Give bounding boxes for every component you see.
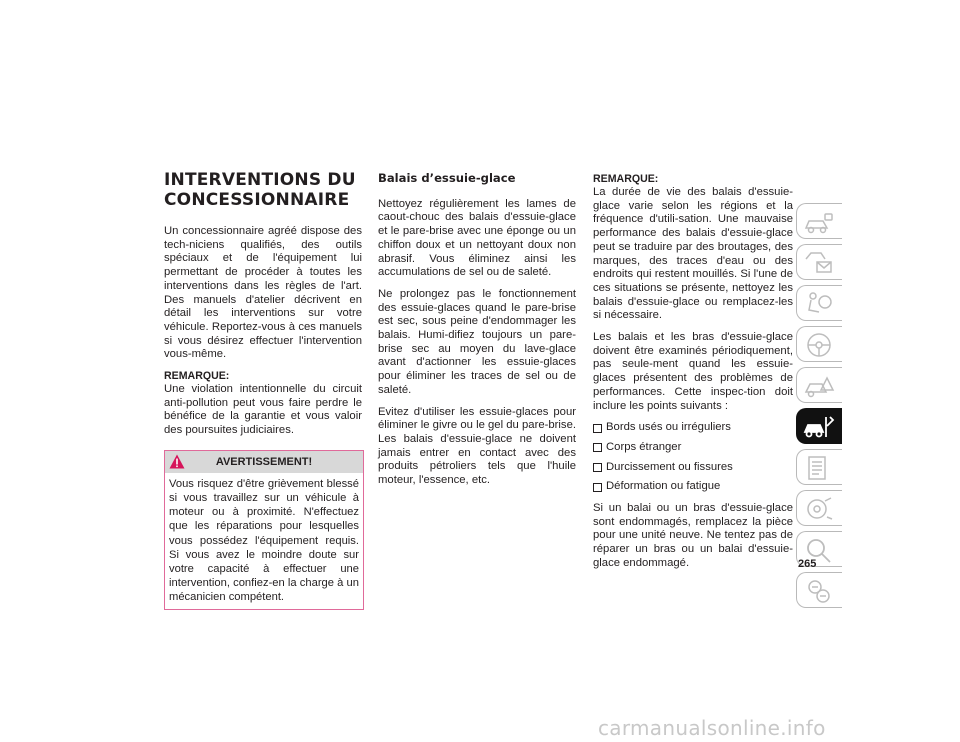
spec-list-icon bbox=[803, 454, 835, 482]
note-title: REMARQUE: bbox=[164, 370, 230, 383]
watermark-text: carmanualsonline.info bbox=[598, 716, 826, 740]
tab-car-warning[interactable] bbox=[796, 367, 842, 403]
paragraph-replace: Si un balai ou un bras d'essuie-glace sont endommagés, remplacez la pièce pour une unité neuve. Ne tentez pas de réparer un bras ou un balai d'essuie-glace endommagé. bbox=[593, 502, 793, 569]
section-heading: INTERVENTIONS DU CONCESSIONNAIRE bbox=[164, 170, 356, 210]
multimedia-icon bbox=[803, 495, 835, 523]
intro-paragraph: Un concessionnaire agréé dispose des tech-niciens qualifiés, des outils spéciaux et de l'équipement lui permettant de procéder à toutes les interventions dans les règles de l'art. Des manuels d'atelier décrivent en détail les interventions sur votre véhicule. Reportez-vous à ces manuels si vous désirez effectuer l'intervention vous-même. bbox=[164, 225, 362, 361]
subsection-heading: Balais d’essuie-glace bbox=[378, 171, 516, 185]
tab-car-mail[interactable] bbox=[796, 244, 842, 280]
tab-spec-list[interactable] bbox=[796, 449, 842, 485]
paragraph-inspection: Les balais et les bras d'essuie-glace doivent être examinés périodiquement, pas seule-ment quand les essuie-glaces présentent des problèmes de performances. Cette inspec-tion doit inclure les points suivants : bbox=[593, 331, 793, 412]
list-item: Bords usés ou irréguliers bbox=[593, 421, 793, 435]
warning-text: Vous risquez d'être grièvement blessé si vous travaillez sur un véhicule à moteur ou à proximité. N'effectuez que les réparations pour lesquelles vous possédez l'équipement requis. Si vous avez le moindre doute sur votre capacité à effectuer une intervention, confiez-en la charge à un mécanicien compétent. bbox=[169, 477, 359, 604]
list-item: Durcissement ou fissures bbox=[593, 461, 793, 475]
warning-triangle-icon bbox=[169, 454, 185, 469]
inspection-checklist bbox=[593, 421, 793, 494]
car-tools-icon bbox=[803, 413, 835, 441]
middle-column bbox=[378, 170, 576, 496]
paragraph-frost: Evitez d'utiliser les essuie-glaces pour éliminer le givre ou le gel du pare-brise. Les balais d'essuie-glace ne doivent jamais entrer en contact avec des produits pétroliers tels que l'huile moteur, l'essence, etc. bbox=[378, 405, 576, 487]
note-body: Une violation intentionnelle du circuit anti-pollution peut vous faire perdre le bénéfice de la garantie et vous valoir des poursuites judiciaires. bbox=[164, 383, 362, 437]
tab-car-tools[interactable] bbox=[796, 408, 842, 444]
car-mail-icon bbox=[803, 249, 835, 277]
paragraph-dry-operation: Ne prolongez pas le fonctionnement des essuie-glaces quand le pare-brise est sec, sous peine d'endommager les balais. Humi-difiez toujours un pare-brise sec au moyen du lave-glace avant d'actionner les essuie-glaces pour éliminer les traces de sel ou de saleté. bbox=[378, 287, 576, 396]
language-settings-icon bbox=[803, 577, 835, 605]
airbag-seat-icon bbox=[803, 290, 835, 318]
checkbox-square-icon bbox=[593, 443, 602, 452]
page-number: 265 bbox=[798, 558, 817, 570]
checkbox-square-icon bbox=[593, 483, 602, 492]
tab-steering-wheel[interactable] bbox=[796, 326, 842, 362]
checkbox-square-icon bbox=[593, 463, 602, 472]
list-item: Corps étranger bbox=[593, 441, 793, 455]
car-dashboard-icon bbox=[803, 208, 835, 236]
tab-language-settings[interactable] bbox=[796, 572, 842, 608]
left-column bbox=[164, 170, 362, 610]
tab-car-dashboard[interactable] bbox=[796, 203, 842, 239]
car-warning-icon bbox=[803, 372, 835, 400]
right-column bbox=[593, 173, 793, 579]
tab-airbag-seat[interactable] bbox=[796, 285, 842, 321]
note-body: La durée de vie des balais d'essuie-glace varie selon les régions et la fréquence d'utili-sation. Une mauvaise performance des balais d'essuie-glace peut se traduire par des broutages, des marques, des traces d'eau ou des endroits qui restent mouillés. Si l'une de ces situations se présente, nettoyez les balais d'essuie-glace ou remplacez-les si nécessaire. bbox=[593, 186, 793, 322]
steering-wheel-icon bbox=[803, 331, 835, 359]
warning-title: AVERTISSEMENT! bbox=[215, 455, 313, 468]
checkbox-square-icon bbox=[593, 424, 602, 433]
warning-box bbox=[164, 450, 364, 610]
tab-multimedia[interactable] bbox=[796, 490, 842, 526]
warning-header bbox=[165, 451, 363, 473]
list-item: Déformation ou fatigue bbox=[593, 480, 793, 494]
paragraph-cleaning: Nettoyez régulièrement les lames de caout-chouc des balais d'essuie-glace et le pare-brise avec une éponge ou un chiffon doux et un nettoyant doux non abrasif. Vous éliminez ainsi les accumulations de sel ou de saleté. bbox=[378, 197, 576, 279]
chapter-tabs bbox=[796, 203, 842, 613]
note-title: REMARQUE: bbox=[593, 173, 659, 185]
